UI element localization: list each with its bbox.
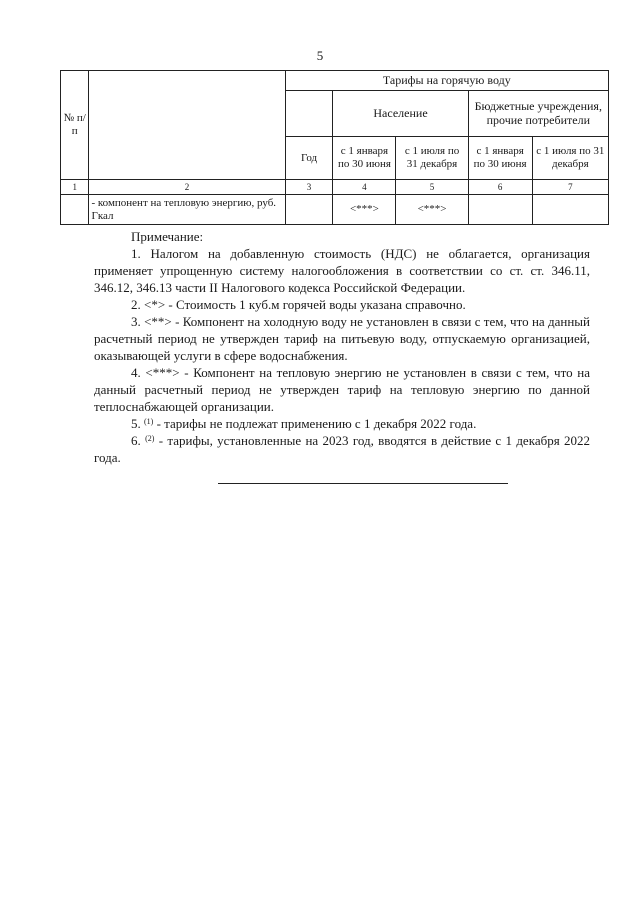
note-5-superscript: (1) bbox=[144, 417, 154, 426]
row-budget-jul-dec-cell bbox=[532, 195, 608, 225]
table-row bbox=[61, 195, 609, 225]
column-number: 1 bbox=[61, 180, 89, 195]
notes-section bbox=[94, 228, 590, 466]
note-2: 2. <*> - Стоимость 1 куб.м горячей воды указана справочно. bbox=[131, 297, 466, 312]
note-6-prefix: 6. bbox=[131, 433, 146, 448]
column-number: 5 bbox=[396, 180, 468, 195]
header-population-jan-jun: с 1 января по 30 июня bbox=[333, 137, 396, 180]
header-hot-water-tariffs: Тарифы на горячую воду bbox=[285, 71, 608, 91]
header-name-empty bbox=[89, 71, 285, 180]
closing-horizontal-rule bbox=[218, 483, 508, 484]
page-number: 5 bbox=[316, 48, 324, 63]
header-row-number: № п/п bbox=[61, 71, 89, 180]
header-population: Население bbox=[333, 91, 468, 137]
header-budget-institutions: Бюджетные учреждения, прочие потребители bbox=[468, 91, 608, 137]
note-5-text: - тарифы не подлежат применению с 1 декабря 2022 года. bbox=[153, 416, 477, 431]
note-6 bbox=[94, 432, 590, 466]
column-number: 2 bbox=[89, 180, 285, 195]
column-number: 7 bbox=[532, 180, 608, 195]
notes-title: Примечание: bbox=[131, 229, 204, 244]
column-number: 3 bbox=[285, 180, 333, 195]
header-budget-jul-dec: с 1 июля по 31 декабря bbox=[532, 137, 608, 180]
header-budget-jan-jun: с 1 января по 30 июня bbox=[468, 137, 532, 180]
header-population-jul-dec: с 1 июля по 31 декабря bbox=[396, 137, 468, 180]
column-number: 6 bbox=[468, 180, 532, 195]
note-5 bbox=[94, 415, 590, 432]
note-5-prefix: 5. bbox=[131, 416, 144, 431]
note-1: 1. Налогом на добавленную стоимость (НДС) не облагается, организация применяет упрощенную систему налогообложения в соответствии со ст. ст. 346.11, 346.12, 346.13 части II Налогового кодекса Российской Федерации. bbox=[94, 246, 590, 295]
row-budget-jan-jun-cell bbox=[468, 195, 532, 225]
tariff-table bbox=[60, 70, 609, 225]
note-4: 4. <***> - Компонент на тепловую энергию не установлен в связи с тем, что на данный расчетный период не утвержден тариф на тепловую энергию по данной теплоснабжающей организации. bbox=[94, 365, 590, 414]
row-name-cell: - компонент на тепловую энергию, руб. Гкал bbox=[89, 195, 285, 225]
row-year-cell bbox=[285, 195, 333, 225]
note-3: 3. <**> - Компонент на холодную воду не установлен в связи с тем, что на данный расчетный период не утвержден тариф на питьевую воду, отпускаемую организацией, оказывающей услуги в сфере водоснабжения. bbox=[94, 314, 590, 363]
row-population-jul-dec-cell: <***> bbox=[396, 195, 468, 225]
header-year-empty bbox=[285, 91, 333, 137]
note-6-superscript: (2) bbox=[145, 434, 155, 443]
header-year: Год bbox=[285, 137, 333, 180]
column-number: 4 bbox=[333, 180, 396, 195]
column-number-row bbox=[61, 180, 609, 195]
row-number-cell bbox=[61, 195, 89, 225]
row-population-jan-jun-cell: <***> bbox=[333, 195, 396, 225]
note-6-text: - тарифы, установленные на 2023 год, вводятся в действие с 1 декабря 2022 года. bbox=[94, 433, 591, 465]
